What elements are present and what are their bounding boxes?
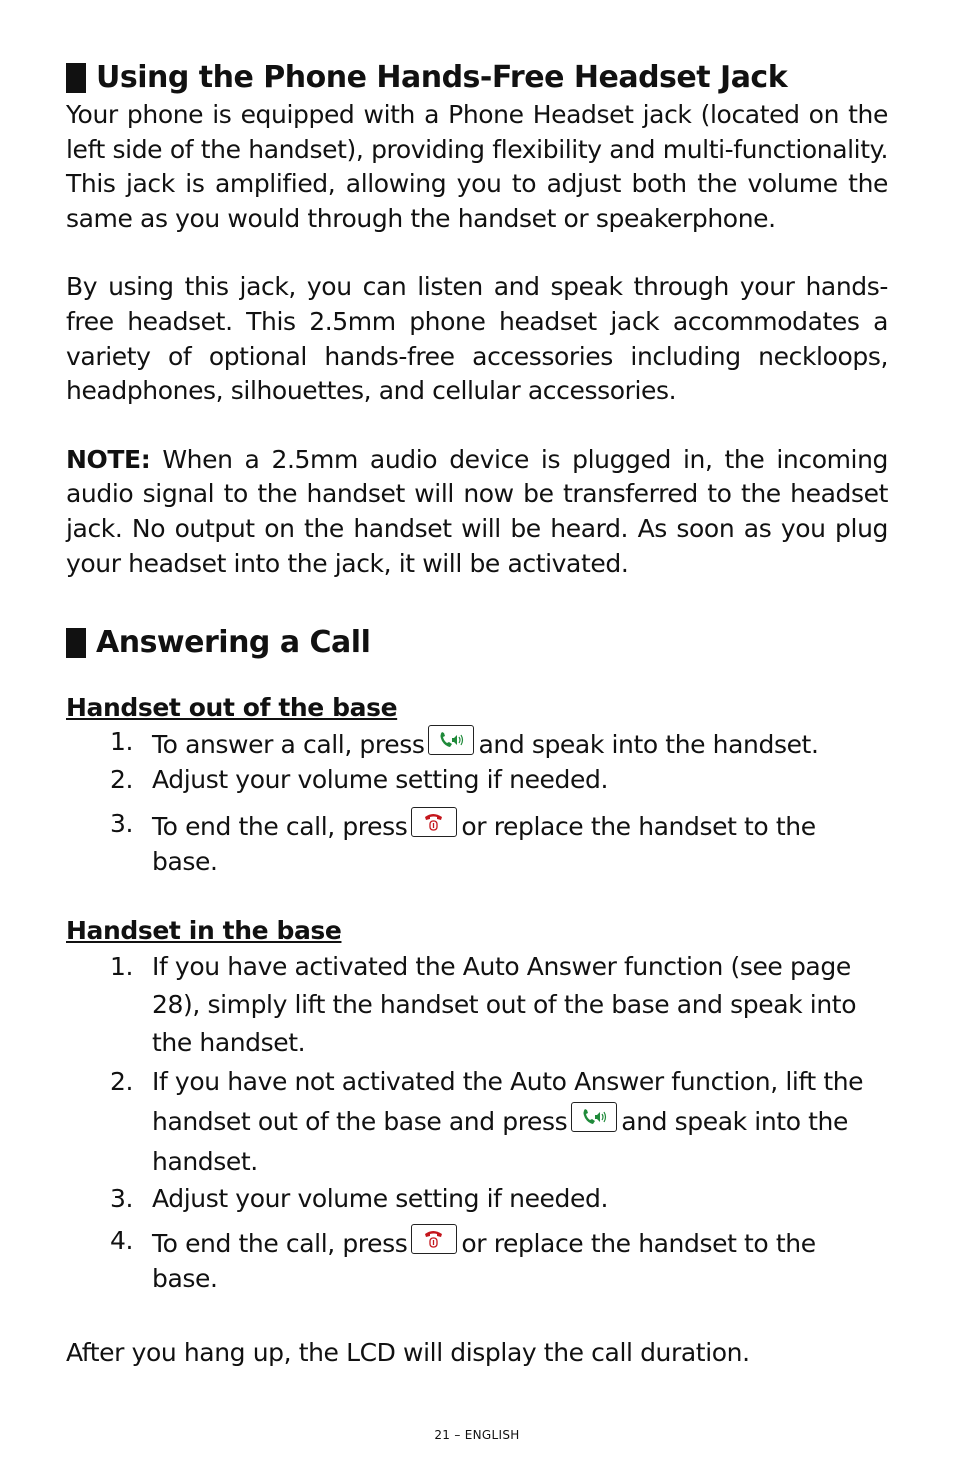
list-item: 1. If you have activated the Auto Answer function (see page 28), simply lift the handset out of the base and speak into the handset. — [110, 951, 857, 1057]
manual-page — [66, 58, 888, 1371]
heading-bullet — [66, 628, 86, 658]
steps-in-base — [66, 948, 888, 1297]
list-item: 2. If you have not activated the Auto Answer function, lift the handset out of the base and press and speak into the handset. — [110, 1066, 864, 1176]
list-item: 2. Adjust your volume setting if needed. — [110, 764, 609, 794]
page-footer: 21 – ENGLISH — [434, 1428, 520, 1442]
paragraph-headset-usage: By using this jack, you can listen and speak through your hands-free headset. This 2.5mm phone headset jack accommodates a variety of optional hands-free accessories including neckloops, headphones, silhouettes, and cellular accessories. — [66, 272, 888, 406]
section-heading-headset-jack: Using the Phone Hands-Free Headset Jack — [66, 58, 888, 98]
list-item: 4. To end the call, press or replace the handset to the base. — [110, 1226, 816, 1293]
end-call-icon — [411, 807, 457, 837]
steps-out-of-base — [66, 725, 888, 879]
talk-speaker-icon — [571, 1102, 617, 1132]
subheading-in-base: Handset in the base — [66, 915, 342, 945]
note-label: NOTE: — [66, 444, 151, 474]
paragraph-headset-intro: Your phone is equipped with a Phone Headset jack (located on the left side of the handset), providing flexibility and multi-functionality. This jack is amplified, allowing you to adjust both the volume the same as you would through the handset or speakerphone. — [66, 100, 888, 233]
list-item: 3. Adjust your volume setting if needed. — [110, 1183, 609, 1213]
note-text: When a 2.5mm audio device is plugged in, the incoming audio signal to the handset will now be transferred to the headset jack. No output on the handset will be heard. As soon as you plug your headset into the jack, it will be activated. — [66, 444, 888, 578]
talk-speaker-icon — [428, 725, 474, 755]
section-heading-answering: Answering a Call — [66, 623, 888, 663]
closing-paragraph: After you hang up, the LCD will display the call duration. — [66, 1338, 750, 1368]
subheading-out-of-base: Handset out of the base — [66, 693, 398, 723]
heading-bullet — [66, 63, 86, 93]
end-call-icon — [411, 1224, 457, 1254]
note-paragraph — [66, 443, 888, 581]
list-item: 1. To answer a call, press and speak into the handset. — [110, 727, 819, 760]
list-item: 3. To end the call, press or replace the handset to the base. — [110, 809, 816, 876]
